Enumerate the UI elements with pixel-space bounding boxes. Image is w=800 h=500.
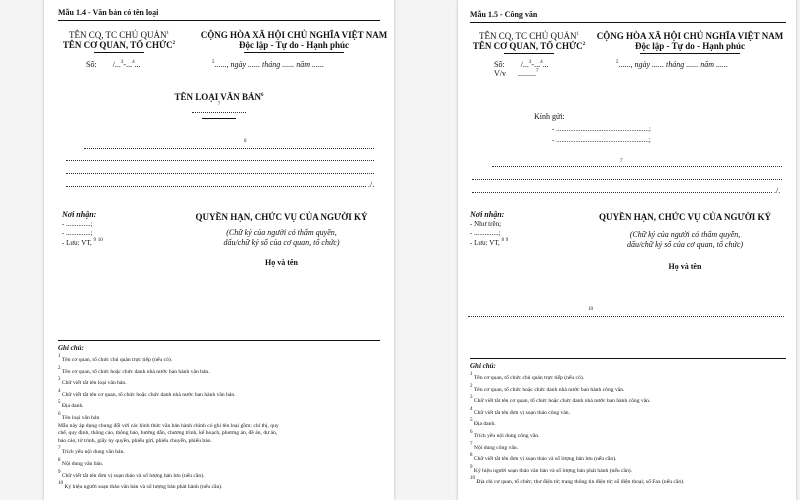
agency-parent-text: TÊN CQ, TC CHỦ QUẢN (68, 30, 167, 40)
note-text: chế, quy định, thông cáo, thông báo, hướng dẫn, chương trình, kế hoạch, phương án, đề án, dự án, (58, 430, 278, 437)
note-number: 2 (58, 365, 61, 371)
signature-instruction: (Chữ ký của người có thẩm quyền, (629, 230, 741, 239)
content-line (66, 186, 366, 187)
archive-line (62, 238, 103, 247)
content-line (472, 179, 782, 180)
note-number: 8 (58, 457, 61, 463)
motto: Độc lập - Tự do - Hạnh phúc (238, 40, 349, 50)
footer-line (468, 316, 784, 317)
signature-instruction: dấu/chữ ký số của cơ quan, tổ chức) (223, 238, 340, 247)
footnote-ref: 9 (505, 238, 509, 243)
content-line (472, 192, 772, 193)
note-item (58, 457, 279, 469)
signature-instruction: (Chữ ký của người có thẩm quyền, (226, 228, 337, 237)
footnote-ref: 10 (588, 307, 593, 312)
title-underline (58, 20, 380, 21)
number-value: /... (520, 60, 529, 69)
recipient-line: - ..............; (62, 220, 93, 228)
recipient-line: - Như trên; (470, 220, 502, 228)
note-number: 7 (58, 446, 61, 452)
doc-number (86, 60, 141, 69)
footnote-ref: 4 (132, 60, 135, 65)
footnote-ref: 8 (501, 238, 505, 243)
footnote-ref: 1 (576, 32, 580, 37)
note-text: Chữ viết tắt tên đơn vị soạn thảo và số lượng bản lưu (nếu cần). (61, 472, 205, 479)
content-line (66, 173, 374, 174)
page-template-1-4 (44, 0, 394, 500)
note-item (58, 353, 279, 365)
recipients-label: Nơi nhận: (62, 210, 97, 219)
note-text: Tên cơ quan, tổ chức chủ quản trực tiếp (nếu có). (473, 375, 585, 381)
number-sep: -... (123, 60, 133, 69)
footnote-ref: 10 (97, 238, 103, 243)
note-number: 6 (58, 411, 61, 417)
note-number: 5 (58, 400, 61, 406)
note-text: Tên cơ quan, tổ chức hoặc chức danh nhà nước ban hành văn bản. (61, 368, 210, 375)
note-text: Mẫu này áp dụng chung đối với các hình thức văn bản hành chính có ghi tên loại gồm: chỉ thị, quy (58, 422, 279, 429)
note-item (58, 430, 279, 438)
doc-type-text: TÊN LOẠI VĂN BẢN (174, 92, 262, 102)
note-text: Trích yếu nội dung văn bản. (61, 449, 125, 456)
notes-list (58, 353, 279, 492)
note-item (58, 469, 279, 481)
date-line: ......, ngày ...... tháng ...... năm ...... (618, 60, 729, 69)
content-ref (620, 158, 623, 170)
note-item (470, 441, 684, 453)
kinh-gui-label: Kính gửi: (534, 112, 565, 121)
note-text: Nội dung văn bản. (61, 460, 104, 467)
doc-number (494, 60, 549, 69)
note-text: Chữ viết tắt tên loại văn bản. (61, 380, 127, 387)
note-text: Chữ viết tắt tên cơ quan, tổ chức hoặc chức danh nhà nước ban hành công văn. (473, 398, 651, 405)
signer-name: Họ và tên (265, 258, 298, 267)
template-title: Mẫu 1.4 - Văn bản có tên loại (58, 8, 159, 17)
note-number: 5 (470, 418, 473, 424)
archive-label: - Lưu: VT, (62, 239, 92, 247)
number-end: ... (542, 60, 549, 69)
footnote-ref: 1 (166, 31, 170, 36)
motto: Độc lập - Tự do - Hạnh phúc (634, 41, 745, 51)
footnote-ref: 7 (536, 69, 539, 74)
note-text: Tên loại văn bản (61, 414, 100, 421)
note-item (58, 411, 279, 423)
agency-name-text: TÊN CƠ QUAN, TỔ CHỨC (472, 41, 583, 51)
summary-underline (202, 118, 236, 119)
notes-divider (58, 340, 380, 341)
note-item (58, 376, 279, 388)
note-number: 10 (58, 481, 63, 487)
note-item (470, 417, 684, 429)
content-end: ./. (774, 186, 781, 195)
footnote-ref: 2 (172, 41, 176, 46)
note-text: Tên cơ quan, tổ chức chủ quản trực tiếp (nếu có). (61, 357, 173, 363)
note-number: 1 (470, 372, 473, 377)
notes-list (470, 371, 684, 487)
footnote-ref: 8 (244, 139, 247, 144)
recipients-label: Nơi nhận: (470, 210, 505, 219)
note-text: Trích yếu nội dung công văn. (473, 432, 540, 439)
note-item (58, 365, 279, 377)
number-end: ... (134, 60, 141, 69)
number-sep: -... (531, 60, 541, 69)
note-number: 2 (470, 383, 473, 389)
note-text: Chữ viết tắt tên đơn vị soạn thảo công văn. (473, 409, 570, 416)
number-label: Số: (494, 60, 505, 69)
note-text: Ký hiệu người soạn thảo văn bản và số lượng bản phát hành (nếu cần). (64, 484, 223, 491)
note-text: Địa danh. (473, 421, 496, 428)
note-item (470, 406, 684, 418)
agency-parent-text: TÊN CQ, TC CHỦ QUẢN (478, 31, 577, 41)
note-number: 3 (58, 377, 61, 383)
note-item (58, 438, 279, 446)
signer-authority: QUYỀN HẠN, CHỨC VỤ CỦA NGƯỜI KÝ (195, 212, 368, 222)
agency-name (54, 40, 184, 50)
footnote-ref: 2 (582, 42, 586, 47)
motto-underline (244, 52, 344, 53)
content-end: ./. (368, 180, 375, 189)
footnote-ref: 5 (616, 60, 619, 65)
footnote-ref: 4 (540, 60, 543, 65)
footnote-ref: 5 (212, 60, 215, 65)
summary-ref (189, 101, 249, 113)
note-text: Chữ viết tắt tên cơ quan, tổ chức hoặc chức danh nhà nước ban hành văn bản. (61, 391, 236, 398)
note-number: 9 (58, 469, 61, 475)
notes-title: Ghi chú: (470, 362, 496, 370)
motto-underline (640, 53, 740, 54)
agency-parent (464, 31, 594, 41)
note-text: Địa danh. (61, 403, 84, 410)
agency-name-text: TÊN CƠ QUAN, TỔ CHỨC (62, 40, 173, 50)
note-number: 1 (58, 354, 61, 359)
recipient-line: - ..............; (62, 229, 93, 237)
note-item (58, 445, 279, 457)
note-text: Tên cơ quan, tổ chức hoặc chức danh nhà nước ban hành công văn. (473, 386, 625, 393)
note-number: 4 (470, 406, 473, 412)
note-item (58, 399, 279, 411)
page-template-1-5 (458, 0, 796, 500)
note-text: Ký hiệu người soạn thảo văn bản và số lượng bản phát hành (nếu cần). (473, 467, 633, 474)
footnote-ref: 7 (620, 159, 623, 164)
vv-label: V/v (494, 69, 506, 78)
note-number: 3 (470, 395, 473, 401)
addressee-line: - .....................................................; (552, 136, 651, 144)
note-number: 10 (470, 476, 475, 482)
template-title: Mẫu 1.5 - Công văn (470, 10, 538, 19)
note-number: 8 (470, 453, 473, 459)
agency-underline (94, 52, 144, 53)
footnote-ref: 6 (261, 93, 264, 98)
archive-label: - Lưu: VT, (470, 239, 500, 247)
date-line: ......, ngày ...... tháng ...... năm ...... (214, 60, 325, 69)
number-value: /... (112, 60, 121, 69)
summary-dots (192, 112, 246, 113)
agency-name (464, 41, 594, 51)
note-text: Chữ viết tắt tên đơn vị soạn thảo và số lượng bản lưu (nếu cần). (473, 456, 617, 463)
note-item (470, 371, 684, 383)
note-item (58, 388, 279, 400)
note-number: 9 (470, 464, 473, 470)
content-line (66, 160, 374, 161)
note-item (470, 429, 684, 441)
place-date (212, 60, 324, 69)
signer-name: Họ và tên (668, 262, 702, 271)
note-text: Địa chỉ cơ quan, tổ chức; thư điện tử; trang thông tin điện tử; số điện thoại; số Fax (nếu cần). (476, 479, 685, 486)
content-line (84, 148, 374, 149)
note-number: 4 (58, 388, 61, 394)
country-name: CỘNG HÒA XÃ HỘI CHỦ NGHĨA VIỆT NAM (200, 30, 388, 40)
notes-divider (470, 358, 786, 359)
subject-line (494, 69, 539, 78)
note-item (58, 480, 279, 492)
note-number: 7 (470, 441, 473, 447)
archive-line (470, 238, 508, 247)
note-text: báo cáo, tờ trình, giấy ủy quyền, phiếu gửi, phiếu chuyển, phiếu báo. (58, 437, 212, 444)
note-item (470, 383, 684, 395)
number-label: Số: (86, 60, 97, 69)
notes-title: Ghi chú: (58, 344, 84, 352)
note-number: 6 (470, 429, 473, 435)
recipient-line: - ..............; (470, 229, 501, 237)
agency-parent (54, 30, 184, 40)
footnote-ref: 3 (528, 60, 532, 65)
footnote-ref: 9 (93, 238, 97, 243)
footnote-ref: 7 (217, 102, 221, 107)
vv-dots: ......... (518, 69, 536, 78)
signer-authority: QUYỀN HẠN, CHỨC VỤ CỦA NGƯỜI KÝ (599, 212, 771, 222)
agency-underline (504, 53, 554, 54)
note-item (470, 475, 684, 487)
note-text: Nội dung công văn. (473, 444, 519, 451)
content-line (492, 166, 782, 167)
title-underline (470, 22, 786, 23)
addressee-line: - .....................................................; (552, 125, 651, 133)
note-item (470, 464, 684, 476)
signature-instruction: dấu/chữ ký số của cơ quan, tổ chức) (626, 240, 744, 249)
note-item (470, 452, 684, 464)
footnote-ref: 3 (120, 60, 124, 65)
country-name: CỘNG HÒA XÃ HỘI CHỦ NGHĨA VIỆT NAM (596, 31, 784, 41)
note-item (470, 394, 684, 406)
place-date (616, 60, 728, 69)
